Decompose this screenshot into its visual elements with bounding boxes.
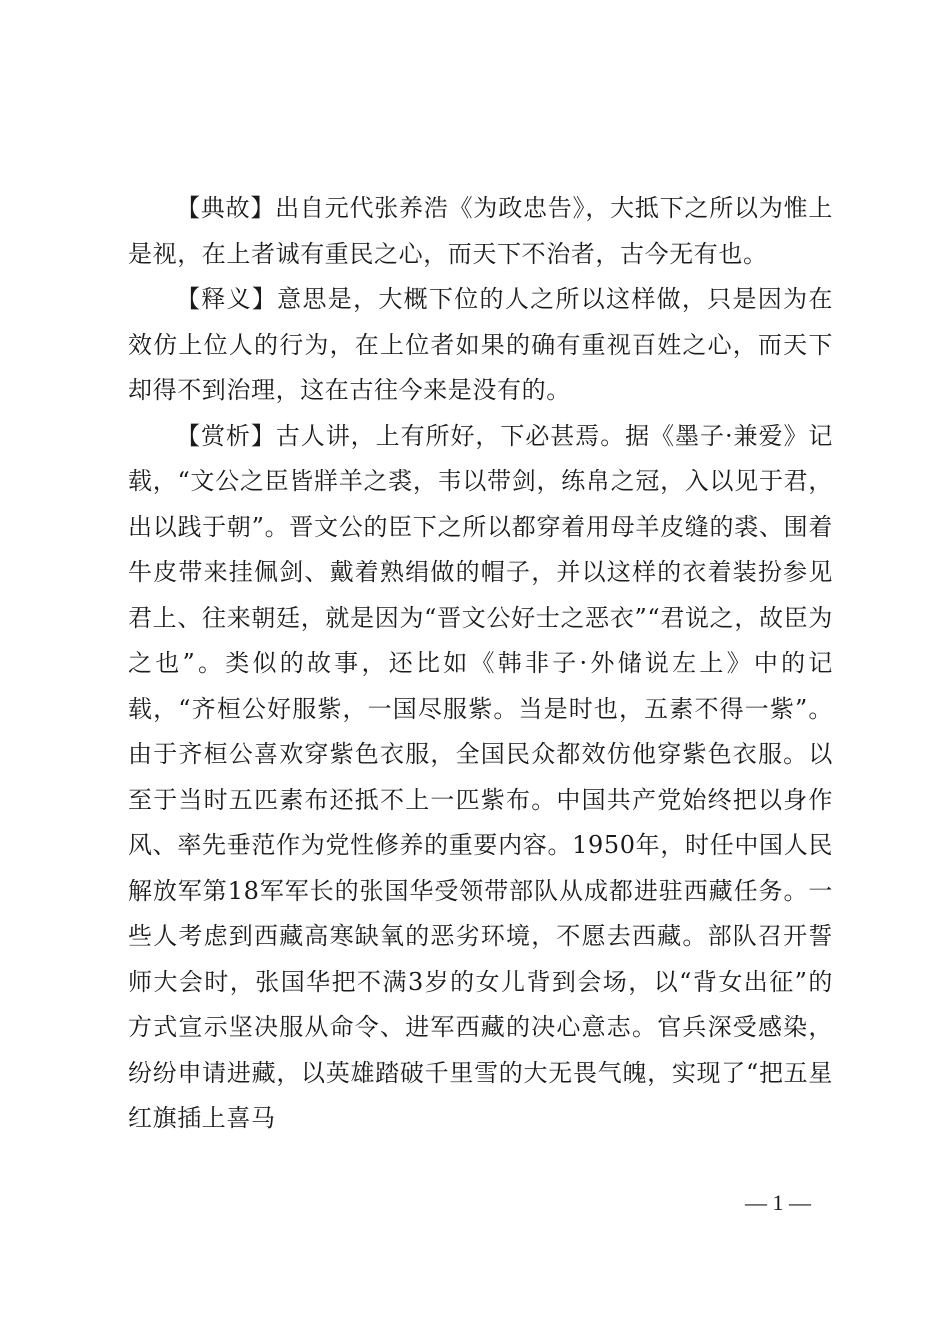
page-number: — 1 — <box>745 1190 811 1215</box>
document-body <box>128 186 833 1142</box>
paragraph-allusion: 【典故】出自元代张养浩《为政忠告》，大抵下之所以为惟上是视，在上者诚有重民之心，而天下不治者，古今无有也。 <box>128 194 833 268</box>
paragraph-appreciation: 【赏析】古人讲，上有所好，下必甚焉。据《墨子·兼爱》记载，“文公之臣皆牂羊之裘，韦以带剑，练帛之冠，入以见于君，出以践于朝”。晋文公的臣下之所以都穿着用母羊皮缝的裘、围着牛皮带来挂佩剑、戴着熟绢做的帽子，并以这样的衣着装扮参见君上、往来朝廷，就是因为“晋文公好士之恶衣”“君说之，故臣为之也”。类似的故事，还比如《韩非子·外储说左上》中的记载，“齐桓公好服紫，一国尽服紫。当是时也，五素不得一紫”。由于齐桓公喜欢穿紫色衣服，全国民众都效仿他穿紫色衣服。以至于当时五匹素布还抵不上一匹紫布。中国共产党始终把以身作风、率先垂范作为党性修养的重要内容。1950年，时任中国人民解放军第18军军长的张国华受领带部队从成都进驻西藏任务。一些人考虑到西藏高寒缺氧的恶劣环境，不愿去西藏。部队召开誓师大会时，张国华把不满3岁的女儿背到会场，以“背女出征”的方式宣示坚决服从命令、进军西藏的决心意志。官兵深受感染，纷纷申请进藏，以英雄踏破千里雪的大无畏气魄，实现了“把五星红旗插上喜马 <box>128 421 833 1132</box>
paragraph-explanation: 【释义】意思是，大概下位的人之所以这样做，只是因为在效仿上位人的行为，在上位者如果的确有重视百姓之心，而天下却得不到治理，这在古往今来是没有的。 <box>128 285 833 404</box>
